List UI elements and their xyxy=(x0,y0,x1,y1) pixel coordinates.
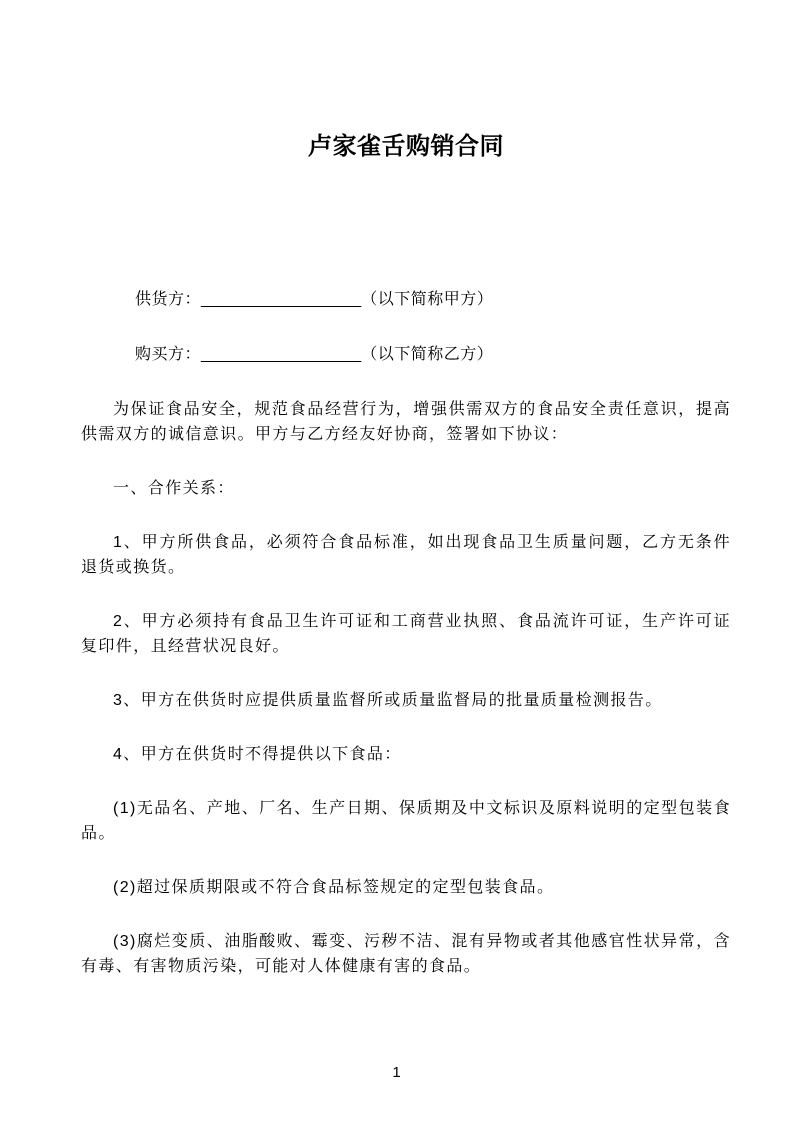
page-number: 1 xyxy=(392,1064,401,1081)
supplier-suffix: （以下简称甲方） xyxy=(361,291,494,308)
clause-4-subitem-3: (3)腐烂变质、油脂酸败、霉变、污秽不洁、混有异物或者其他感官性状异常，含有毒、有害物质污染，可能对人体健康有害的食品。 xyxy=(81,933,731,975)
clause-4-subitem-1: (1)无品名、产地、厂名、生产日期、保质期及中文标识及原料说明的定型包装食品。 xyxy=(81,800,731,842)
clause-3: 3、甲方在供货时应提供质量监督所或质量监督局的批量质量检测报告。 xyxy=(113,692,663,709)
buyer-blank-line: __________________ xyxy=(201,346,362,363)
clause-1: 1、甲方所供食品，必须符合食品标准，如出现食品卫生质量问题，乙方无条件退货或换货。 xyxy=(81,534,731,576)
document-title: 卢家雀舌购销合同 xyxy=(308,133,504,160)
buyer-suffix: （以下简称乙方） xyxy=(361,346,494,363)
supplier-label: 供货方： xyxy=(135,291,202,308)
clause-4: 4、甲方在供货时不得提供以下食品： xyxy=(113,746,402,763)
intro-paragraph: 为保证食品安全，规范食品经营行为，增强供需双方的食品安全责任意识，提高供需双方的诚信意识。甲方与乙方经友好协商，签署如下协议： xyxy=(81,401,731,443)
section-1-heading: 一、合作关系： xyxy=(113,480,235,497)
clause-2: 2、甲方必须持有食品卫生许可证和工商营业执照、食品流许可证，生产许可证复印件，且经营状况良好。 xyxy=(81,613,731,655)
clause-4-subitem-2: (2)超过保质期限或不符合食品标签规定的定型包装食品。 xyxy=(113,879,555,896)
supplier-line xyxy=(81,287,731,312)
buyer-line xyxy=(81,342,731,367)
buyer-label: 购买方： xyxy=(135,346,202,363)
supplier-blank-line: __________________ xyxy=(201,291,362,308)
